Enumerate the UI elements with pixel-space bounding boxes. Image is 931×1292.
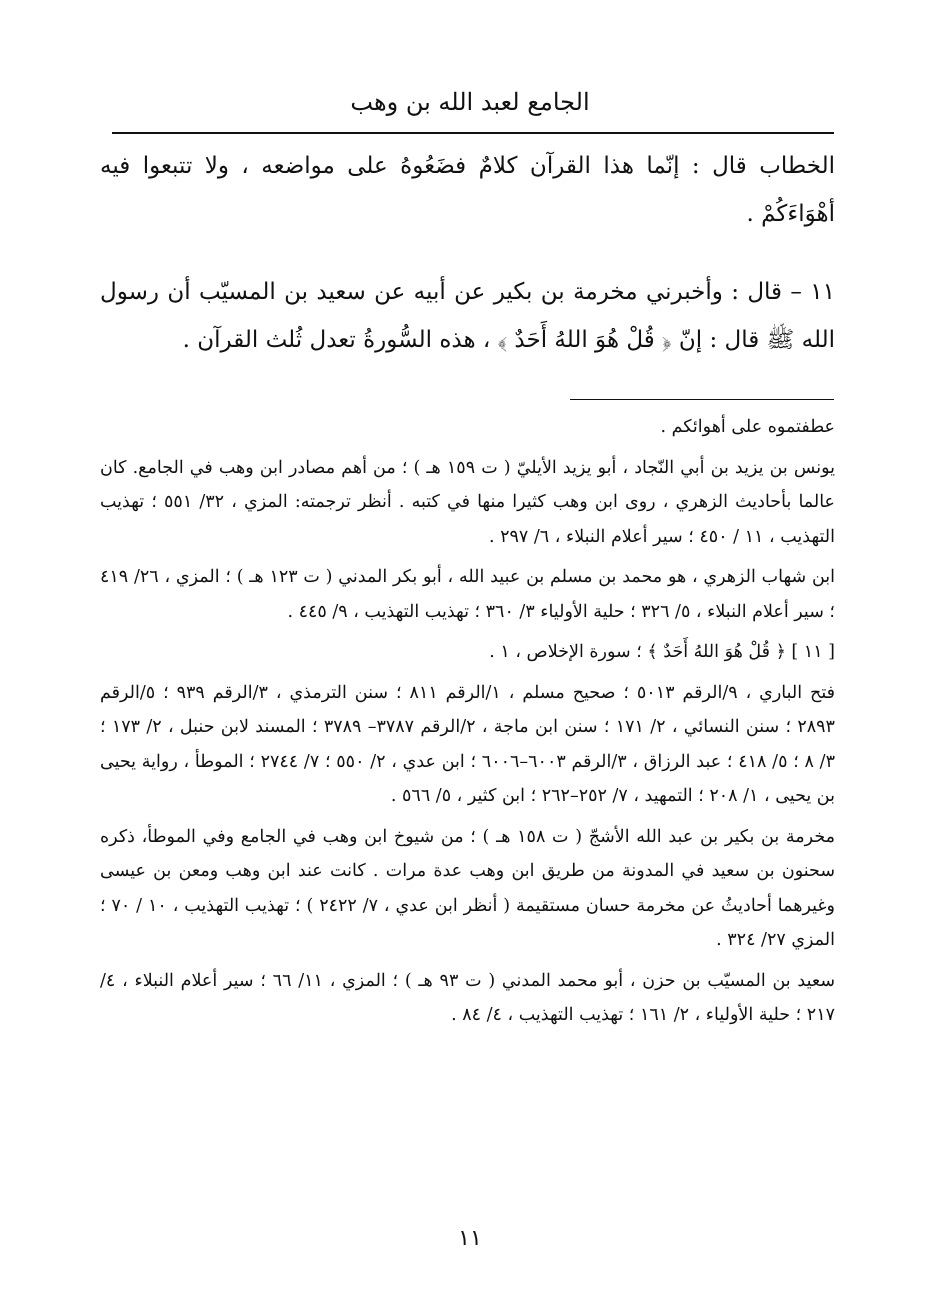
footnote-separator [570,399,834,400]
header-rule [112,132,834,134]
footnote: سعيد بن المسيّب بن حزن ، أبو محمد المدني ( ت ٩٣ هـ ) ؛ المزي ، ١١/ ٦٦ ؛ سير أعلام النبلاء ، ٤/ ٢١٧ ؛ حلية الأولياء ، ٢/ ١٦١ ؛ تهذيب التهذيب ، ٤/ ٨٤ . [100,970,835,1025]
footnote: فتح الباري ، ٩/الرقم ٥٠١٣ ؛ صحيح مسلم ، ١/الرقم ٨١١ ؛ سنن الترمذي ، ٣/الرقم ٩٣٩ ؛ ٥/الرقم ٢٨٩٣ ؛ سنن النسائي ، ٢/ ١٧١ ؛ سنن ابن ماجة ، ٢/الرقم ٣٧٨٧– ٣٧٨٩ ؛ المسند لابن حنبل ، ٢/ ١٧٣ ؛ ٣/ ٨ ؛ ٥/ ٤١٨ ؛ عبد الرزاق ، ٣/الرقم ٦٠٠٣–٦٠٠٦ ؛ ابن عدي ، ٢/ ٥٥٠ ؛ ٧/ ٢٧٤٤ ؛ الموطأ ، رواية يحيى بن يحيى ، ١/ ٢٠٨ ؛ التمهيد ، ٧/ ٢٥٢–٢٦٢ ؛ ابن كثير ، ٥/ ٥٦٦ . [100,682,835,806]
main-text [100,142,835,364]
footnote: ابن شهاب الزهري ، هو محمد بن مسلم بن عبيد الله ، أبو بكر المدني ( ت ١٢٣ هـ ) ؛ المزي ، ٢٦/ ٤١٩ ؛ سير أعلام النبلاء ، ٥/ ٣٢٦ ؛ حلية الأولياء ٣/ ٣٦٠ ؛ تهذيب التهذيب ، ٩/ ٤٤٥ . [100,567,836,622]
running-header-title: الجامع لعبد الله بن وهب [350,88,590,116]
footnote: [ ١١ ] ﴿ قُلْ هُوَ اللهُ أَحَدٌ ﴾ ؛ سورة الإخلاص ، ١ . [489,642,835,662]
footnotes [100,410,835,1039]
page-number: ١١ [458,1226,482,1251]
footnote: عطفتموه على أهوائكم . [660,417,835,437]
footnote: مخرمة بن بكير بن عبد الله الأشجّ ( ت ١٥٨ هـ ) ؛ من شيوخ ابن وهب في الجامع وفي الموطأ، ذكره سحنون بن سعيد في المدونة من طريق ابن وهب عدة مرات . كانت عند ابن وهب ومعن بن عيسى وغيرهما أحاديثُ عن مخرمة حسان مستقيمة ( أنظر ابن عدي ، ٧/ ٢٤٢٢ ) ؛ تهذيب التهذيب ، ١٠ / ٧٠ ؛ المزي ٢٧/ ٣٢٤ . [100,826,836,950]
main-paragraph: الخطاب قال : إنّما هذا القرآن كلامٌ فضَعُوهُ على مواضعه ، ولا تتبعوا فيه أهْوَاءَكُمْ . [100,153,835,227]
footnote: يونس بن يزيد بن أبي النّجاد ، أبو يزيد الأيليّ ( ت ١٥٩ هـ ) ؛ من أهم مصادر ابن وهب في الجامع. كان عالما بأحاديث الزهري ، روى ابن وهب كثيرا منها في كتبه . أنظر ترجمته: المزي ، ٣٢/ ٥٥١ ؛ تهذيب التهذيب ، ١١ / ٤٥٠ ؛ سير أعلام النبلاء ، ٦/ ٢٩٧ . [100,457,836,547]
main-paragraph: ١١ – قال : وأخبرني مخرمة بن بكير عن أبيه عن سعيد بن المسيّب أن رسول الله ﷺ قال : إنّ ﴿ قُلْ هُوَ اللهُ أَحَدٌ ﴾ ، هذه السُّورةُ تعدل ثُلث القرآن . [100,279,835,353]
paragraph-gap [100,238,835,268]
